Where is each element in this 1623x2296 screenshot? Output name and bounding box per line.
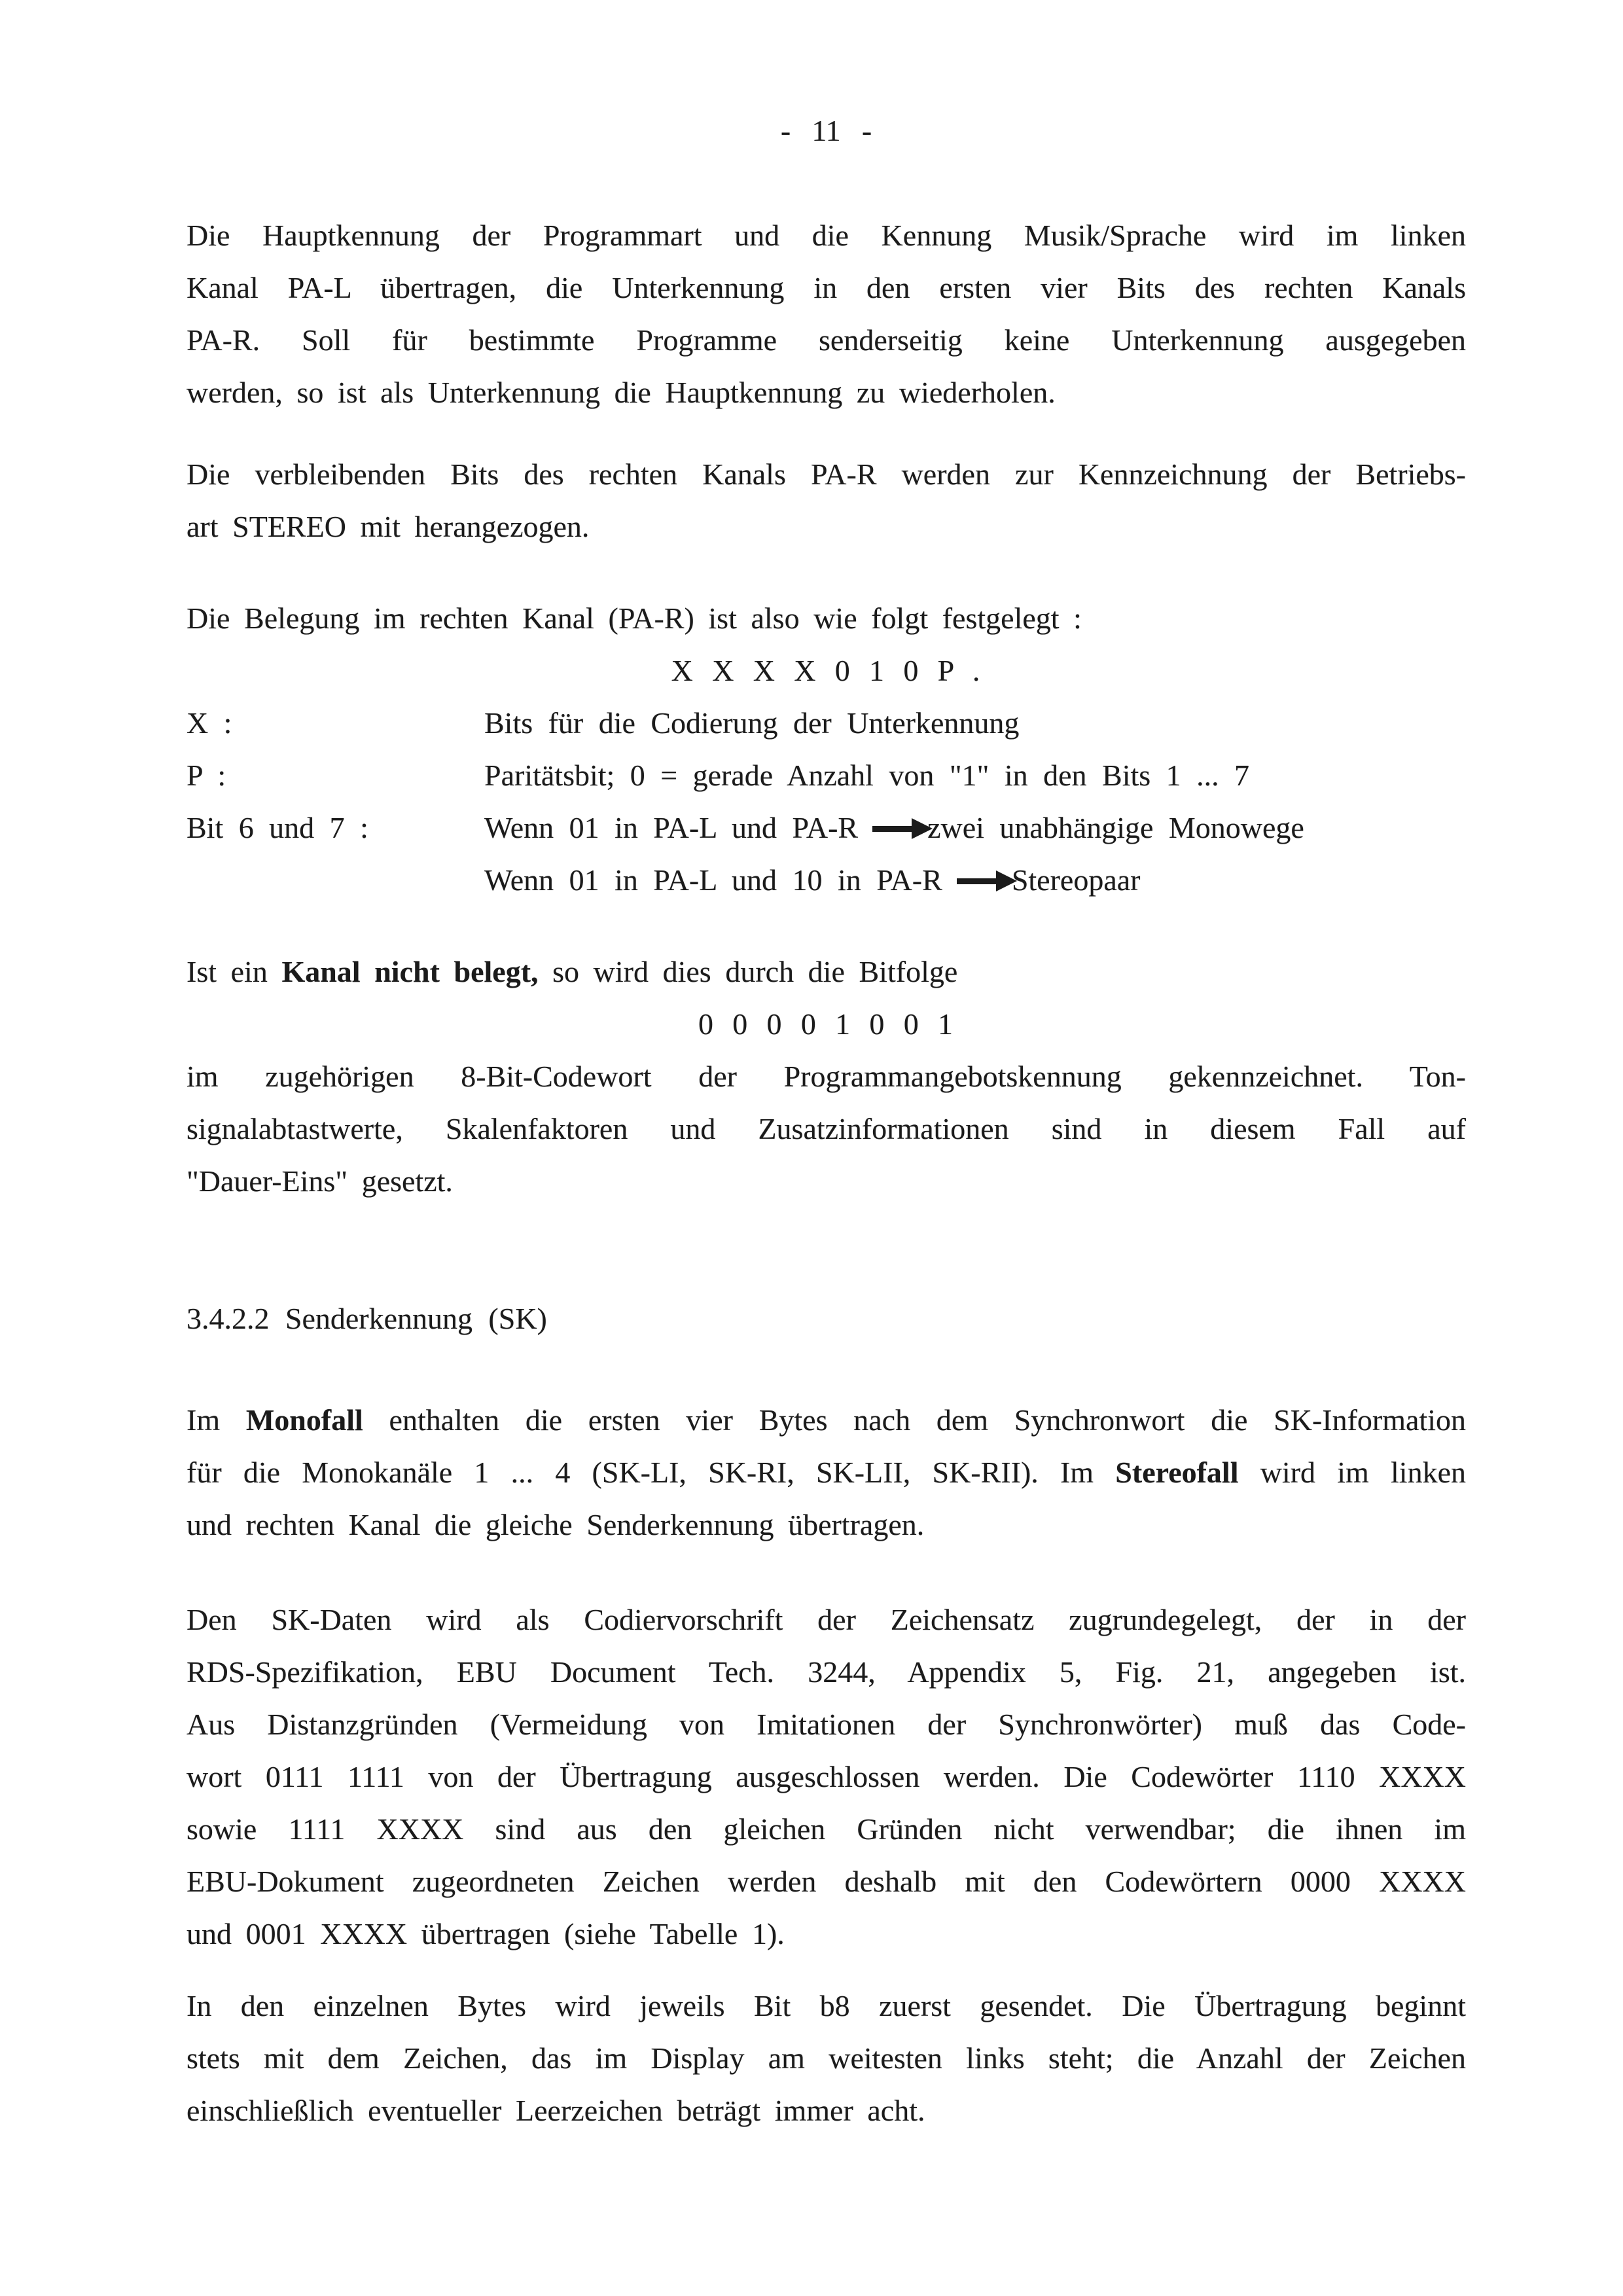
page-number: - 11 - — [780, 114, 872, 147]
definition-row-p — [187, 749, 1466, 802]
definition-label: Bit 6 und 7 : — [187, 811, 368, 844]
paragraph-sk-daten — [187, 1594, 1466, 1960]
text-line: In den einzelnen Bytes wird jeweils Bit b8 zuerst gesendet. Die Übertragung beginnt — [187, 1989, 1466, 2022]
paragraph-bytes-uebertragung — [187, 1980, 1466, 2137]
text-line — [187, 946, 1466, 998]
text-line: "Dauer-Eins" gesetzt. — [187, 1164, 453, 1198]
text-segment: Im — [187, 1403, 246, 1437]
result-text: Stereopaar — [1011, 863, 1141, 897]
text-line: Die Hauptkennung der Programmart und die Kennung Musik/Sprache wird im linken — [187, 219, 1466, 252]
right-arrow-icon — [957, 878, 997, 884]
formula-bitfolge: 0 0 0 0 1 0 0 1 — [698, 1007, 955, 1041]
text-line: werden, so ist als Unterkennung die Hauptkennung zu wiederholen. — [187, 376, 1056, 409]
section-heading: 3.4.2.2 Senderkennung (SK) — [187, 1302, 547, 1335]
text-line: Aus Distanzgründen (Vermeidung von Imitationen der Synchronwörter) muß das Code- — [187, 1708, 1466, 1741]
definition-text — [484, 802, 1466, 906]
right-arrow-icon — [872, 826, 913, 832]
bold-text-segment: Monofall — [245, 1403, 363, 1437]
text-line: im zugehörigen 8-Bit-Codewort der Programmangebotskennung gekennzeichnet. Ton- — [187, 1060, 1466, 1093]
paragraph-kanal-nicht-belegt — [187, 946, 1466, 998]
definition-row-bit67 — [187, 802, 1466, 906]
page-content — [187, 209, 1466, 2137]
text-line: sowie 1111 XXXX sind aus den gleichen Gründen nicht verwendbar; die ihnen im — [187, 1812, 1466, 1846]
definition-text: Paritätsbit; 0 = gerade Anzahl von "1" in den Bits 1 ... 7 — [484, 759, 1250, 792]
text-line: und rechten Kanal die gleiche Senderkennung übertragen. — [187, 1508, 925, 1541]
text-line: Kanal PA-L übertragen, die Unterkennung in den ersten vier Bits des rechten Kanals — [187, 271, 1466, 304]
bold-text-segment: Stereofall — [1115, 1456, 1239, 1489]
formula-pa-r-bits: X X X X 0 1 0 P . — [671, 654, 982, 687]
text-line: und 0001 XXXX übertragen (siehe Tabelle 1). — [187, 1917, 785, 1950]
text-line: Die verbleibenden Bits des rechten Kanals PA-R werden zur Kennzeichnung der Betriebs- — [187, 457, 1466, 491]
text-line — [484, 854, 1466, 906]
paragraph-monofall — [187, 1394, 1466, 1551]
condition-text: Wenn 01 in PA-L und PA-R — [484, 811, 859, 844]
text-segment: enthalten die ersten vier Bytes nach dem Synchronwort die SK-Information — [363, 1403, 1466, 1437]
text-line: einschließlich eventueller Leerzeichen beträgt immer acht. — [187, 2094, 925, 2127]
definition-label: X : — [187, 706, 232, 740]
text-segment: so wird dies durch die Bitfolge — [538, 955, 958, 988]
definition-row-x — [187, 697, 1466, 749]
definition-label: P : — [187, 759, 226, 792]
text-line: Die Belegung im rechten Kanal (PA-R) ist also wie folgt festgelegt : — [187, 601, 1082, 635]
text-line: art STEREO mit herangezogen. — [187, 510, 590, 543]
paragraph-verbleibende-bits — [187, 448, 1466, 553]
text-line — [484, 802, 1466, 854]
text-line: stets mit dem Zeichen, das im Display am weitesten links steht; die Anzahl der Zeichen — [187, 2041, 1466, 2075]
result-text: zwei unabhängige Monowege — [927, 811, 1304, 844]
text-line: PA-R. Soll für bestimmte Programme senderseitig keine Unterkennung ausgegeben — [187, 323, 1466, 357]
text-segment: Ist ein — [187, 955, 282, 988]
paragraph-codewort — [187, 1050, 1466, 1208]
text-segment: für die Monokanäle 1 ... 4 (SK-LI, SK-RI, SK-LII, SK-RII). Im — [187, 1456, 1116, 1489]
text-line: wort 0111 1111 von der Übertragung ausgeschlossen werden. Die Codewörter 1110 XXXX — [187, 1760, 1466, 1793]
text-line: RDS-Spezifikation, EBU Document Tech. 3244, Appendix 5, Fig. 21, angegeben ist. — [187, 1655, 1466, 1689]
text-line — [187, 1394, 1466, 1446]
paragraph-hauptkennung — [187, 209, 1466, 419]
text-line: EBU-Dokument zugeordneten Zeichen werden deshalb mit den Codewörtern 0000 XXXX — [187, 1865, 1466, 1898]
text-line: Den SK-Daten wird als Codiervorschrift der Zeichensatz zugrundegelegt, der in der — [187, 1603, 1466, 1636]
text-line: signalabtastwerte, Skalenfaktoren und Zusatzinformationen sind in diesem Fall auf — [187, 1112, 1466, 1145]
definition-list — [187, 697, 1466, 906]
definition-text: Bits für die Codierung der Unterkennung — [484, 706, 1020, 740]
condition-text: Wenn 01 in PA-L und 10 in PA-R — [484, 863, 942, 897]
text-line — [187, 1446, 1466, 1499]
bold-text-segment: Kanal nicht belegt, — [281, 955, 539, 988]
text-segment: wird im linken — [1238, 1456, 1466, 1489]
paragraph-belegung-intro — [187, 592, 1466, 645]
